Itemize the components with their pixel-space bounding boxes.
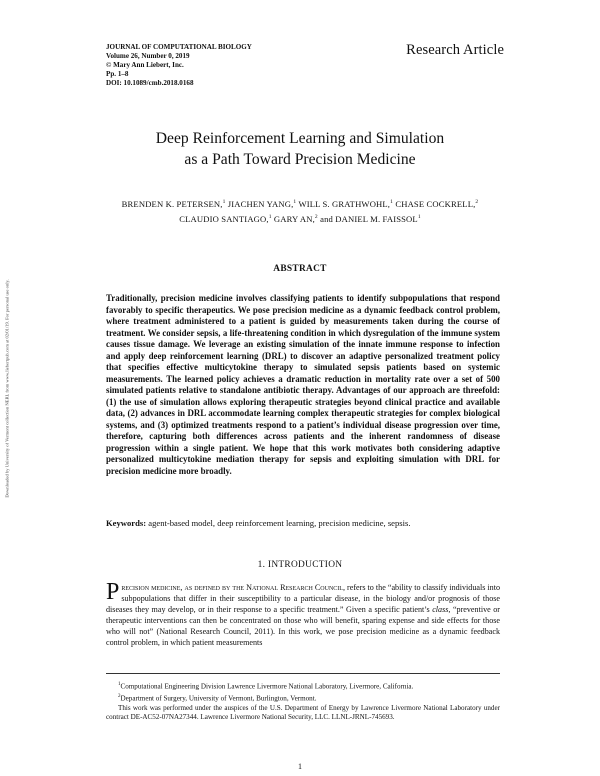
footnote-mark: 1 bbox=[118, 682, 121, 687]
article-type: Research Article bbox=[406, 42, 504, 58]
intro-emphasis: class bbox=[432, 605, 449, 615]
author-affiliation: 1 bbox=[390, 199, 394, 205]
author-name: DANIEL M. FAISSOL bbox=[335, 213, 418, 224]
journal-doi: DOI: 10.1089/cmb.2018.0168 bbox=[106, 79, 194, 88]
journal-pages: Pp. 1–8 bbox=[106, 70, 129, 79]
author-name: BRENDEN K. PETERSEN, bbox=[121, 198, 223, 209]
author-name: JIACHEN YANG, bbox=[227, 198, 294, 209]
paper-title bbox=[0, 128, 600, 170]
abstract-heading: ABSTRACT bbox=[273, 264, 327, 274]
author-name: WILL S. GRATHWOHL, bbox=[298, 198, 391, 209]
author-affiliation: 1 bbox=[268, 213, 272, 220]
footnote-2 bbox=[106, 692, 500, 704]
author-affiliation: 2 bbox=[314, 213, 318, 220]
intro-lead: recision medicine, as defined by the bbox=[121, 583, 247, 592]
introduction-paragraph bbox=[106, 579, 501, 649]
footnotes bbox=[106, 673, 500, 722]
author-name: CLAUDIO SANTIAGO, bbox=[179, 213, 269, 224]
footnote-text: Department of Surgery, University of Vermont, Burlington, Vermont. bbox=[120, 694, 317, 703]
drop-cap: P bbox=[106, 579, 120, 605]
title-line-1: Deep Reinforcement Learning and Simulation bbox=[155, 130, 445, 147]
author-name: CHASE COCKRELL, bbox=[395, 198, 476, 209]
author-line-2 bbox=[0, 211, 600, 226]
section-heading: 1. INTRODUCTION bbox=[257, 560, 343, 570]
journal-info bbox=[106, 43, 252, 88]
title-line-2: as a Path Toward Precision Medicine bbox=[184, 151, 416, 168]
author-list bbox=[0, 196, 600, 226]
abstract-text: Traditionally, precision medicine involves classifying patients to identify subpopulations that respond favorably to specific therapeutics. We pose precision medicine as a dynamic feedback control problem, where treatment administered to a patient is guided by measurements taken during the course of treatment. We consider sepsis, a life-threatening condition in which dysregulation of the immune system causes tissue damage. We leverage an existing simulation of the innate immune response to infection and apply deep reinforcement learning (DRL) to discover an adaptive personalized treatment policy that specifies effective multicytokine therapy to simulated sepsis patients based on systemic measurements. The learned policy achieves a dramatic reduction in mortality rate over a set of 500 simulated patients relative to standalone antibiotic therapy. Advantages of our approach are threefold: (1) the use of simulation allows exploring therapeutic strategies beyond clinical practice and available data, (2) advances in DRL accommodate learning complex therapeutic strategies for complex biological systems, and (3) optimized treatments respond to a patient’s individual disease progression over time, therefore, capturing both differences across patients and the inherent randomness of disease progression within a single patient. We hope that this work motivates both considering adaptive personalized multicytokine mediation therapy for sepsis and exploiting simulation with DRL for precision medicine more broadly. bbox=[106, 293, 500, 476]
footnote-text: Computational Engineering Division Lawrence Livermore National Laboratory, Livermore, California. bbox=[120, 682, 414, 691]
journal-name: JOURNAL OF COMPUTATIONAL BIOLOGY bbox=[106, 43, 252, 51]
page-number: 1 bbox=[298, 762, 302, 771]
author-affiliation: 2 bbox=[475, 199, 479, 205]
keywords-label: Keywords: bbox=[106, 518, 147, 528]
author-affiliation: 1 bbox=[417, 213, 421, 220]
keywords bbox=[106, 518, 500, 528]
author-line-1 bbox=[0, 196, 600, 211]
keywords-text: agent-based model, deep reinforcement learning, precision medicine, sepsis. bbox=[148, 518, 411, 528]
intro-text-continued: , “preventive or therapeutic interventions can then be concentrated on those who will benefit, sparing expense and side effects for those who will not” (National Research Council, 2011). In this work, we pose precision medicine as a dynamic feedback control problem, in which patient measurements bbox=[106, 605, 501, 648]
download-notice: Downloaded by University of Vermont collection NERL from www.liebertpub.com at 02/01/19. For personal use only. bbox=[4, 279, 10, 498]
author-affiliation: 1 bbox=[293, 199, 297, 205]
intro-lead-org: National Research Council bbox=[246, 583, 343, 592]
funding-note: This work was performed under the auspices of the U.S. Department of Energy by Lawrence Livermore National Laboratory under contract DE-AC52-07NA27344. Lawrence Livermore National Security, LLC. LLNL-JRNL-745693. bbox=[106, 703, 500, 721]
author-name: GARY AN, bbox=[273, 213, 315, 224]
footnote-mark: 2 bbox=[118, 693, 121, 699]
journal-volume: Volume 26, Number 0, 2019 bbox=[106, 52, 190, 61]
footnote-1 bbox=[106, 680, 500, 692]
author-affiliation: 1 bbox=[222, 199, 226, 205]
intro-text: , refers to the “ability to classify individuals into subpopulations that differ in their susceptibility to a particular disease, in the biology and/or prognosis of those diseases they may develop, or in their response to a specific treatment.” Given a specific patient’s bbox=[106, 583, 501, 615]
journal-copyright: © Mary Ann Liebert, Inc. bbox=[106, 61, 184, 70]
author-conjunction: and bbox=[320, 213, 333, 224]
